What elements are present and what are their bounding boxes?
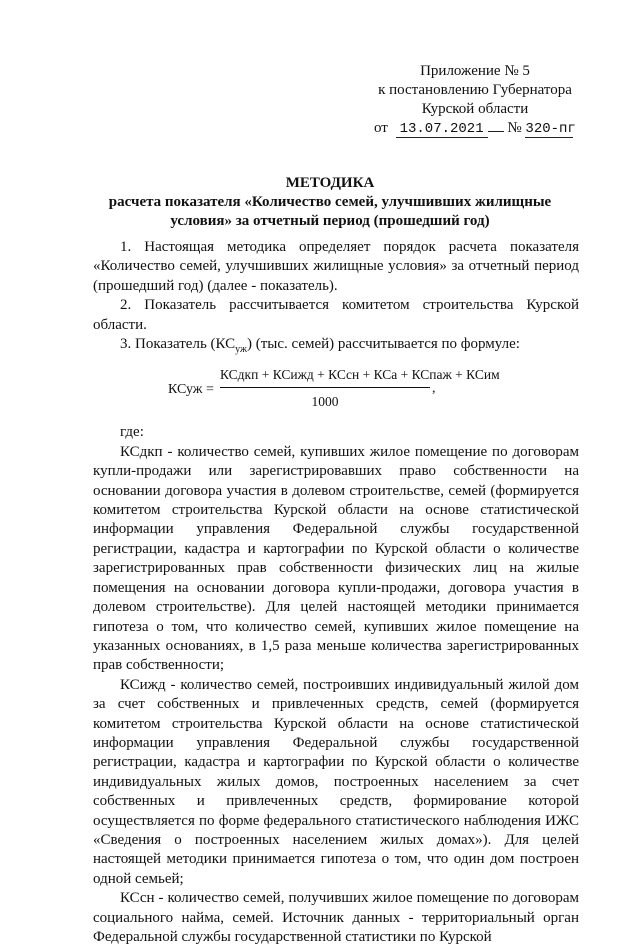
- p3-subscript: уж: [235, 344, 247, 356]
- appendix-header: [360, 62, 590, 138]
- formula-fraction: [220, 365, 500, 411]
- date-prefix: от: [374, 120, 388, 136]
- appendix-title: Приложение № 5: [420, 63, 530, 79]
- definition-ksdkp: КСдкп - количество семей, купивших жилое помещение по договорам купли-продажи или зарегистрировавших право собственности на основании договора участия в долевом строительстве, семей (формируется комитетом строительства Курской области на основе статистической информации управления Федеральной службы государственной регистрации, кадастра и картографии по Курской области о количестве зарегистрированных прав собственности физических лиц на жилые помещения на основании договора купли-продажи, договора участия в долевом строительстве). Для целей настоящей методики принимается гипотеза о том, что количество семей, купивших жилое помещение на указанных основаниях, в 1,5 раза меньше количества зарегистрированных прав собственности;: [93, 443, 579, 674]
- formula-comma: ,: [432, 381, 436, 397]
- p3-start: 3. Показатель (КС: [120, 336, 236, 353]
- decree-date-line: [360, 119, 590, 138]
- decree-date: 13.07.2021: [396, 122, 488, 138]
- formula-numerator: КСдкп + КСижд + КСсн + КСа + КСпаж + КСим: [220, 365, 430, 387]
- p3-end: ) (тыс. семей) рассчитывается по формуле:: [246, 336, 520, 353]
- subtitle-line-1: расчета показателя «Количество семей, улучшивших жилищные: [108, 194, 552, 210]
- formula-lhs: КСуж =: [168, 382, 214, 398]
- formula: [93, 365, 579, 419]
- where-label: где:: [120, 424, 144, 441]
- document-subtitle: [80, 193, 580, 231]
- number-prefix: №: [507, 120, 522, 136]
- decree-number: 320-пг: [525, 121, 576, 137]
- date-underline-tail: [488, 131, 504, 132]
- paragraph-3: [93, 335, 579, 359]
- document-body: [93, 238, 579, 947]
- paragraph-2: 2. Показатель рассчитывается комитетом строительства Курской области.: [93, 297, 579, 333]
- subtitle-line-2: условия» за отчетный период (прошедший год): [170, 213, 490, 229]
- appendix-region: Курской области: [421, 101, 529, 117]
- appendix-decree: к постановлению Губернатора: [378, 82, 572, 98]
- paragraph-1: 1. Настоящая методика определяет порядок расчета показателя «Количество семей, улучшивших жилищные условия» за отчетный период (прошедший год) (далее - показатель).: [93, 239, 579, 294]
- definition-ksizhd: КСижд - количество семей, построивших индивидуальный жилой дом за счет собственных и привлеченных средств, семей (формируется комитетом строительства Курской области на основе статистической информации управления Федеральной службы государственной регистрации, кадастра и картографии по Курской области о количестве индивидуальных жилых домов, построенных населением за счет собственных и привлеченных средств, формирование которой осуществляется по форме федерального статистического наблюдения ИЖС «Сведения о построенных населением жилых домах»). Для целей настоящей методики принимается гипотеза о том, что один дом построен одной семьей;: [93, 676, 579, 887]
- document-title: МЕТОДИКА: [285, 175, 375, 191]
- definition-kssn: КСсн - количество семей, получивших жилое помещение по договорам социального найма, семей. Источник данных - территориальный орган Федеральной службы государственной статистики по Курской: [93, 890, 579, 945]
- formula-denominator: 1000: [311, 393, 339, 409]
